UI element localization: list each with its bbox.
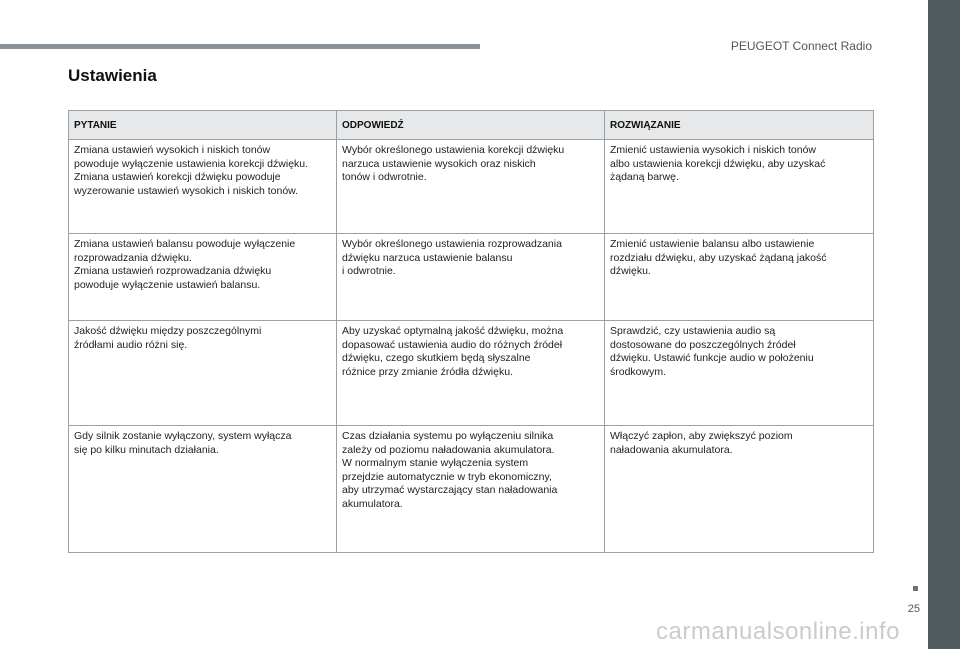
answer-cell: Wybór określonego ustawienia rozprowadzania dźwięku narzuca ustawienie balansu i odwrotnie. [337, 234, 605, 321]
question-cell: Zmiana ustawień balansu powoduje wyłączenie rozprowadzania dźwięku. Zmiana ustawień rozprowadzania dźwięku powoduje wyłączenie ustawień balansu. [69, 234, 337, 321]
page-title: Ustawienia [68, 66, 157, 85]
header-rule [0, 44, 480, 49]
solution-cell: Sprawdzić, czy ustawienia audio są dostosowane do poszczególnych źródeł dźwięku. Ustawić funkcje audio w położeniu środkowym. [605, 321, 874, 426]
table-row [69, 426, 874, 553]
solution-cell: Zmienić ustawienia wysokich i niskich tonów albo ustawienia korekcji dźwięku, aby uzyskać żądaną barwę. [605, 140, 874, 234]
solution-cell: Zmienić ustawienie balansu albo ustawienie rozdziału dźwięku, aby uzyskać żądaną jakość dźwięku. [605, 234, 874, 321]
header-title: PEUGEOT Connect Radio [730, 39, 872, 53]
table-row [69, 234, 874, 321]
table-row [69, 321, 874, 426]
table-header-row [69, 111, 874, 140]
question-cell: Zmiana ustawień wysokich i niskich tonów powoduje wyłączenie ustawienia korekcji dźwięku. Zmiana ustawień korekcji dźwięku powoduje wyzerowanie ustawień wysokich i niskich tonów. [69, 140, 337, 234]
question-cell: Jakość dźwięku między poszczególnymi źródłami audio różni się. [69, 321, 337, 426]
solution-cell: Włączyć zapłon, aby zwiększyć poziom naładowania akumulatora. [605, 426, 874, 553]
troubleshooting-table [68, 110, 874, 553]
page-sidebar-band [928, 0, 960, 649]
question-cell: Gdy silnik zostanie wyłączony, system wyłącza się po kilku minutach działania. [69, 426, 337, 553]
column-header-answer: ODPOWIEDŹ [337, 111, 605, 140]
answer-cell: Wybór określonego ustawienia korekcji dźwięku narzuca ustawienie wysokich oraz niskich tonów i odwrotnie. [337, 140, 605, 234]
answer-cell: Czas działania systemu po wyłączeniu silnika zależy od poziomu naładowania akumulatora. W normalnym stanie wyłączenia system przejdzie automatycznie w tryb ekonomiczny, aby utrzymać wystarczający stan naładowania akumulatora. [337, 426, 605, 553]
column-header-solution: ROZWIĄZANIE [605, 111, 874, 140]
page-marker-square [913, 586, 918, 591]
table-row [69, 140, 874, 234]
column-header-question: PYTANIE [69, 111, 337, 140]
page-number: 25 [907, 603, 920, 615]
answer-cell: Aby uzyskać optymalną jakość dźwięku, można dopasować ustawienia audio do różnych źródeł dźwięku, czego skutkiem będą słyszalne różnice przy zmianie źródła dźwięku. [337, 321, 605, 426]
watermark: carmanualsonline.info [656, 618, 900, 645]
